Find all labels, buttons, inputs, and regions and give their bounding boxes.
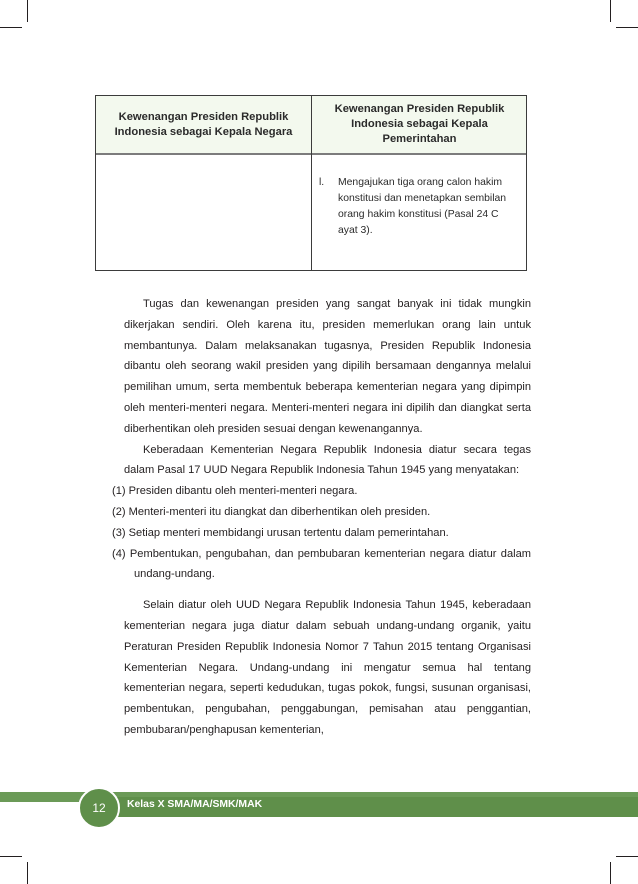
page-number: 12 bbox=[78, 787, 120, 829]
list-item: (3) Setiap menteri membidangi urusan tertentu dalam pemerintahan. bbox=[112, 526, 449, 539]
crop-mark bbox=[616, 856, 638, 857]
paragraph: Keberadaan Kementerian Negara Republik Indonesia diatur secara tegas dalam Pasal 17 UUD Negara Republik Indonesia Tahun 1945 yang menyatakan: bbox=[124, 443, 531, 477]
crop-mark bbox=[610, 862, 611, 884]
crop-mark bbox=[0, 856, 22, 857]
header-head-of-state: Kewenangan Presiden Republik Indonesia sebagai Kepala Negara bbox=[114, 110, 293, 138]
item-text: Mengajukan tiga orang calon hakim konstitusi dan menetapkan sembilan orang hakim konstitusi (Pasal 24 C ayat 3). bbox=[338, 177, 507, 236]
paragraph: Selain diatur oleh UUD Negara Republik Indonesia Tahun 1945, keberadaan kementerian negara juga diatur dalam sebuah undang-undang organik, yaitu Peraturan Presiden Republik Indonesia Nomor 7 Tahun 2015 tentang Organisasi Kementerian Negara. Undang-undang ini mengatur semua hal tentang kementerian negara, seperti kedudukan, tugas pokok, fungsi, susunan organisasi, pembentukan, pengubahan, penggabungan, pemisahan atau penggantian, pembubaran/penghapusan kementerian, bbox=[124, 599, 531, 736]
article-list bbox=[112, 481, 531, 585]
crop-mark bbox=[0, 27, 22, 28]
crop-mark bbox=[27, 0, 28, 22]
crop-mark bbox=[610, 0, 611, 22]
list-item: (4) Pembentukan, pengubahan, dan pembubaran kementerian negara diatur dalam undang-undang. bbox=[112, 547, 531, 581]
book-title: Kelas X SMA/MA/SMK/MAK bbox=[127, 799, 263, 810]
list-item: (1) Presiden dibantu oleh menteri-menteri negara. bbox=[112, 485, 358, 498]
crop-mark bbox=[616, 27, 638, 28]
crop-mark bbox=[27, 862, 28, 884]
table-item bbox=[319, 175, 515, 239]
body-text bbox=[112, 294, 531, 741]
item-number: l. bbox=[319, 177, 325, 188]
authority-table bbox=[95, 95, 527, 271]
paragraph: Tugas dan kewenangan presiden yang sangat banyak ini tidak mungkin dikerjakan sendiri. Oleh karena itu, presiden memerlukan orang lain untuk membantunya. Dalam melaksanakan tugasnya, Presiden Republik Indonesia dibantu oleh seorang wakil presiden yang dipilih bersamaan dengannya melalui pemilihan umum, serta membentuk beberapa kementerian negara yang dipimpin oleh menteri-menteri negara. Menteri-menteri negara ini dipilih dan diangkat serta diberhentikan oleh presiden sesuai dengan kewenangannya. bbox=[124, 298, 531, 435]
list-item: (2) Menteri-menteri itu diangkat dan diberhentikan oleh presiden. bbox=[112, 505, 431, 518]
header-head-of-government: Kewenangan Presiden Republik Indonesia sebagai Kepala Pemerintahan bbox=[334, 103, 505, 145]
